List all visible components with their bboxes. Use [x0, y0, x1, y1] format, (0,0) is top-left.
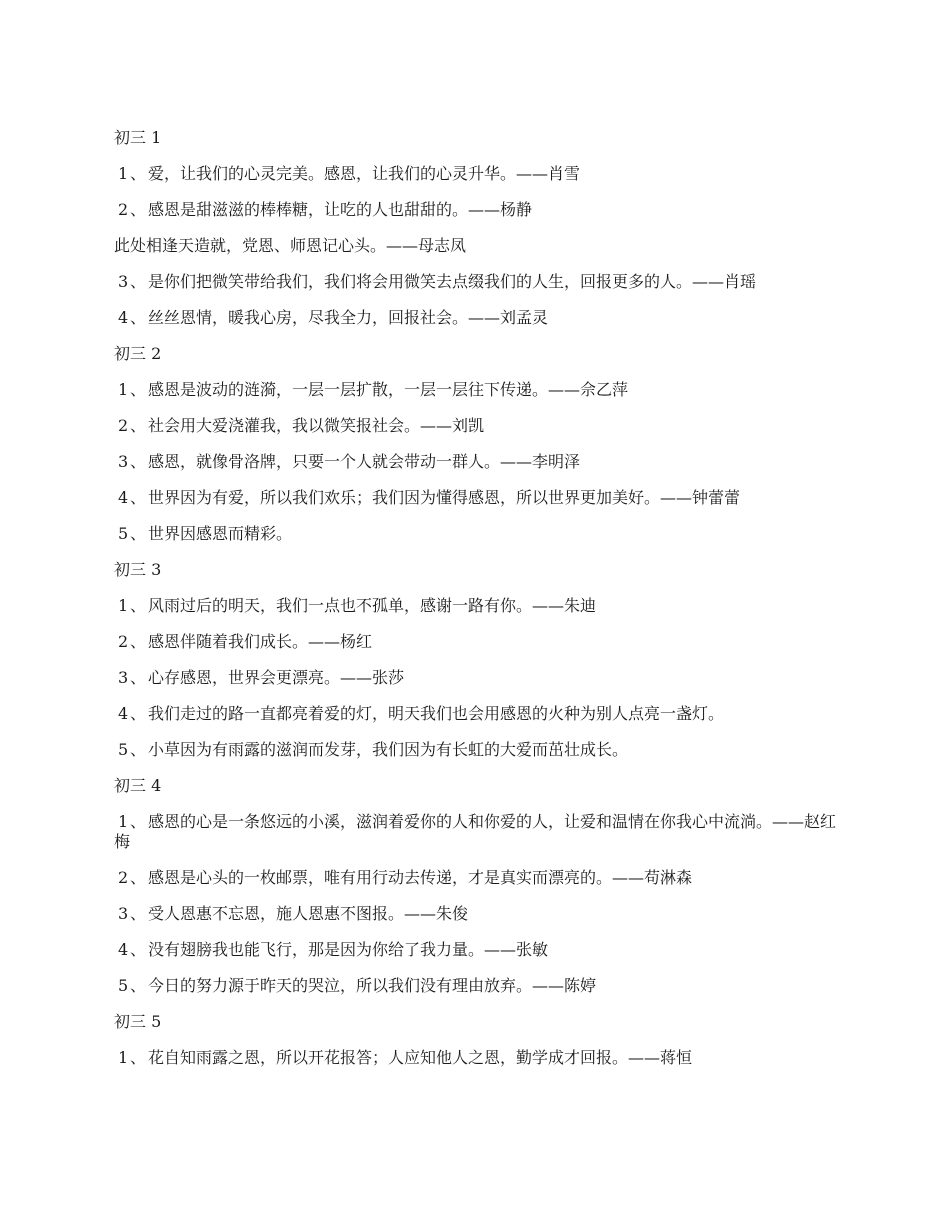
- quote-separator: 、: [129, 668, 146, 687]
- quote-number: 5: [118, 524, 129, 543]
- quote-text: 此处相逢天造就，党恩、师恩记心头。——母志凤: [114, 236, 467, 255]
- quote-text: 感恩的心是一条悠远的小溪，滋润着爱你的人和你爱的人，让爱和温情在你我心中流淌。——赵红梅: [114, 812, 837, 851]
- quote-text: 我们走过的路一直都亮着爱的灯，明天我们也会用感恩的火种为别人点亮一盏灯。: [148, 704, 725, 723]
- quote-separator: 、: [129, 164, 146, 183]
- quote-separator: 、: [129, 596, 146, 615]
- quote-line: [114, 236, 844, 256]
- quote-separator: 、: [129, 200, 146, 219]
- quote-separator: 、: [129, 868, 146, 887]
- quote-text: 世界因感恩而精彩。: [148, 524, 293, 543]
- quote-separator: 、: [129, 940, 146, 959]
- quote-text: 风雨过后的明天，我们一点也不孤单，感谢一路有你。——朱迪: [148, 596, 597, 615]
- quote-number: 4: [118, 940, 129, 959]
- quote-separator: 、: [129, 1048, 146, 1067]
- quote-number: 4: [118, 704, 129, 723]
- quote-line: [114, 976, 844, 996]
- class-heading: 初三 2: [114, 344, 162, 363]
- quote-text: 感恩是心头的一枚邮票，唯有用行动去传递，才是真实而漂亮的。——苟淋森: [148, 868, 693, 887]
- quote-separator: 、: [129, 704, 146, 723]
- quote-text: 心存感恩，世界会更漂亮。——张莎: [148, 668, 405, 687]
- quote-line: [114, 668, 844, 688]
- quote-text: 没有翅膀我也能飞行，那是因为你给了我力量。——张敏: [148, 940, 549, 959]
- quote-line: [114, 740, 844, 760]
- quote-separator: 、: [129, 740, 146, 759]
- quote-line: [114, 416, 844, 436]
- quote-number: 1: [118, 380, 129, 399]
- class-heading: 初三 5: [114, 1012, 162, 1031]
- quote-text: 小草因为有雨露的滋润而发芽，我们因为有长虹的大爱而茁壮成长。: [148, 740, 629, 759]
- quote-line: [114, 164, 844, 184]
- quote-text: 是你们把微笑带给我们，我们将会用微笑去点缀我们的人生，回报更多的人。——肖瑶: [148, 272, 757, 291]
- quote-text: 爱，让我们的心灵完美。感恩，让我们的心灵升华。——肖雪: [148, 164, 581, 183]
- quote-separator: 、: [129, 904, 146, 923]
- quote-separator: 、: [129, 632, 146, 651]
- quote-separator: 、: [129, 488, 146, 507]
- quote-line: [114, 488, 844, 508]
- quote-text: 世界因为有爱，所以我们欢乐；我们因为懂得感恩，所以世界更加美好。——钟蕾蕾: [148, 488, 741, 507]
- quote-text: 今日的努力源于昨天的哭泣，所以我们没有理由放弃。——陈婷: [148, 976, 597, 995]
- quote-line: [114, 1048, 844, 1068]
- class-heading: 初三 3: [114, 560, 162, 579]
- quote-separator: 、: [129, 524, 146, 543]
- quote-number: 3: [118, 904, 129, 923]
- quote-line: [114, 868, 844, 888]
- quote-line: [114, 812, 844, 852]
- quote-number: 5: [118, 740, 129, 759]
- quote-separator: 、: [129, 812, 146, 831]
- quote-text: 感恩，就像骨洛牌，只要一个人就会带动一群人。——李明泽: [148, 452, 581, 471]
- quote-line: [114, 380, 844, 400]
- quote-text: 感恩是波动的涟漪，一层一层扩散，一层一层往下传递。——佘乙萍: [148, 380, 629, 399]
- document-page: [114, 128, 844, 1084]
- quote-number: 1: [118, 812, 129, 831]
- quote-separator: 、: [129, 452, 146, 471]
- quote-number: 1: [118, 1048, 129, 1067]
- quote-number: 2: [118, 632, 129, 651]
- quote-separator: 、: [129, 272, 146, 291]
- quote-line: [114, 200, 844, 220]
- quote-line: [114, 632, 844, 652]
- quote-line: [114, 272, 844, 292]
- quote-number: 2: [118, 868, 129, 887]
- quote-line: [114, 524, 844, 544]
- quote-separator: 、: [129, 976, 146, 995]
- quote-number: 1: [118, 164, 129, 183]
- quote-separator: 、: [129, 380, 146, 399]
- quote-text: 花自知雨露之恩，所以开花报答；人应知他人之恩，勤学成才回报。——蒋恒: [148, 1048, 693, 1067]
- class-heading: 初三 4: [114, 776, 162, 795]
- quote-separator: 、: [129, 416, 146, 435]
- quote-line: [114, 704, 844, 724]
- class-heading: 初三 1: [114, 128, 162, 147]
- quote-line: [114, 452, 844, 472]
- quote-number: 3: [118, 668, 129, 687]
- quote-text: 丝丝恩情，暖我心房，尽我全力，回报社会。——刘孟灵: [148, 308, 549, 327]
- quote-number: 3: [118, 272, 129, 291]
- quote-line: [114, 308, 844, 328]
- quote-number: 2: [118, 416, 129, 435]
- quote-number: 1: [118, 596, 129, 615]
- quote-text: 社会用大爱浇灌我，我以微笑报社会。——刘凯: [148, 416, 485, 435]
- quote-number: 4: [118, 308, 129, 327]
- quote-text: 感恩伴随着我们成长。——杨红: [148, 632, 373, 651]
- quote-number: 2: [118, 200, 129, 219]
- quote-line: [114, 596, 844, 616]
- quote-number: 3: [118, 452, 129, 471]
- quote-line: [114, 940, 844, 960]
- quote-text: 受人恩惠不忘恩，施人恩惠不图报。——朱俊: [148, 904, 469, 923]
- quote-text: 感恩是甜滋滋的棒棒糖，让吃的人也甜甜的。——杨静: [148, 200, 533, 219]
- quote-line: [114, 904, 844, 924]
- quote-separator: 、: [129, 308, 146, 327]
- quote-number: 4: [118, 488, 129, 507]
- quote-number: 5: [118, 976, 129, 995]
